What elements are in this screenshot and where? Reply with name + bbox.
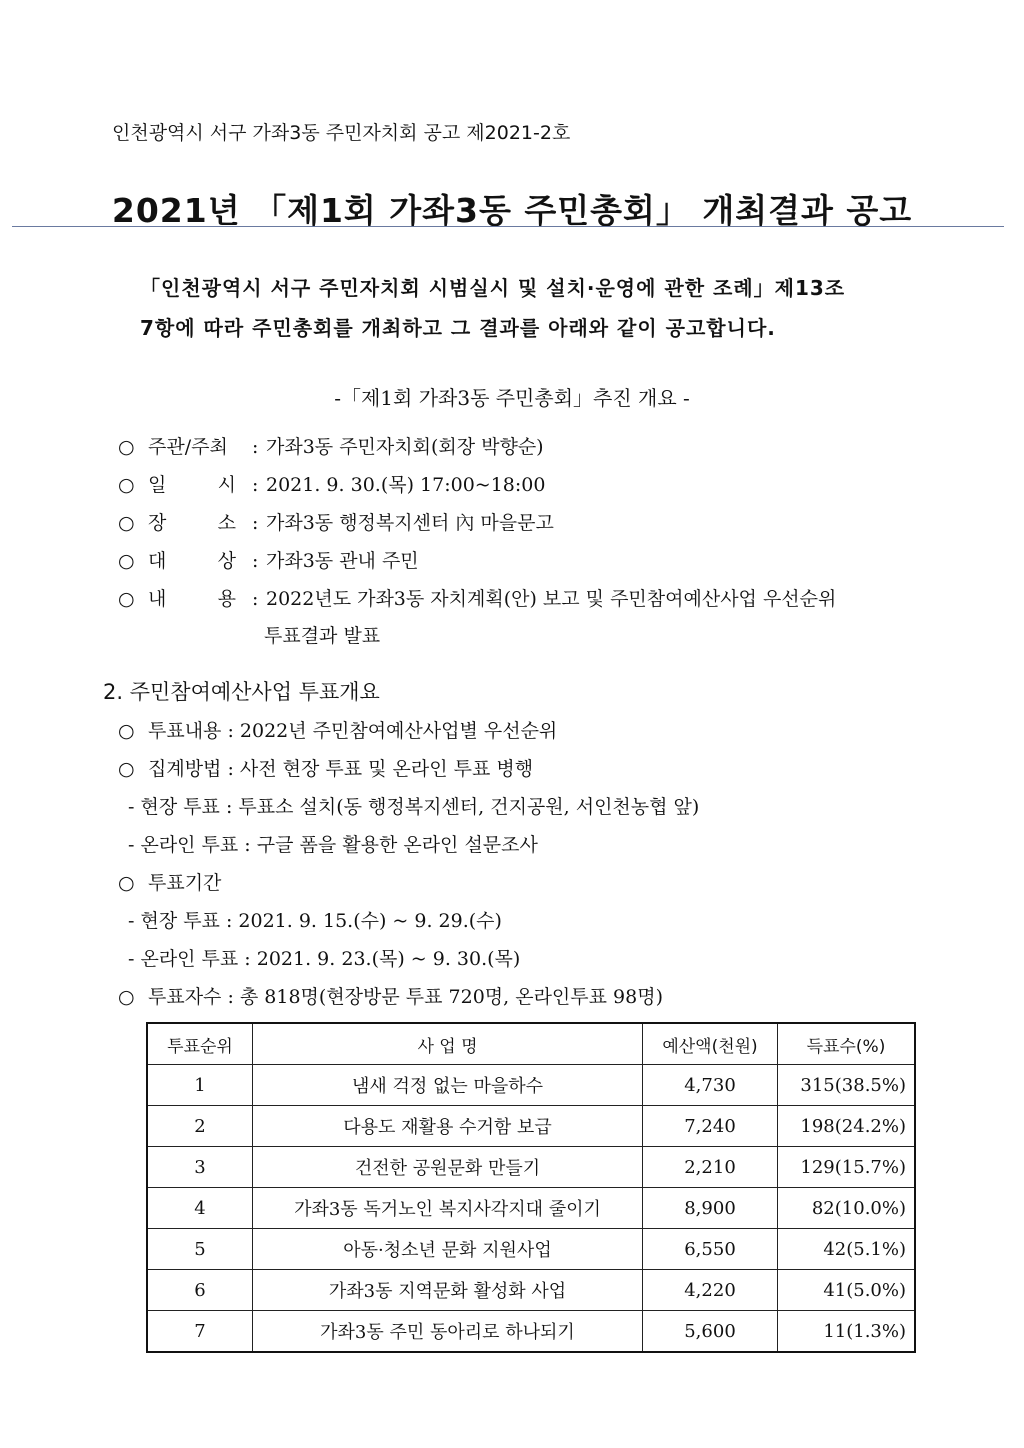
row-rank: 2 [147,1106,253,1147]
overview-datetime [118,470,545,497]
row-votes: 42(5.1%) [778,1229,916,1270]
venue-value: 가좌3동 행정복지센터 內 마을문고 [266,512,554,534]
row-rank: 4 [147,1188,253,1229]
onsite-method: - 현장 투표 : 투표소 설치(동 행정복지센터, 건지공원, 서인천농협 앞) [128,796,700,818]
row-budget: 4,220 [643,1270,778,1311]
table-row [147,1147,915,1188]
circle-bullet-icon: ○ [118,872,135,894]
table-row [147,1229,915,1270]
organizer-label: 주관/주최 [148,436,228,458]
header-rank: 투표순위 [147,1023,253,1065]
row-project-name: 다용도 재활용 수거함 보급 [253,1106,643,1147]
row-rank: 1 [147,1065,253,1106]
overview-organizer [118,432,544,459]
row-budget: 6,550 [643,1229,778,1270]
datetime-value: 2021. 9. 30.(목) 17:00~18:00 [266,474,546,496]
header-votes: 득표수(%) [778,1023,916,1065]
circle-bullet-icon: ○ [118,436,135,458]
notice-number: 인천광역시 서구 가좌3동 주민자치회 공고 제2021-2호 [112,122,571,144]
online-method: - 온라인 투표 : 구글 폼을 활용한 온라인 설문조사 [128,834,538,856]
circle-bullet-icon: ○ [118,720,135,742]
vote-results-table [146,1022,916,1353]
row-budget: 5,600 [643,1311,778,1353]
overview-venue [118,508,554,535]
content-label: 내 용 [148,588,236,610]
period-label: 투표기간 [148,872,222,894]
intro-line-2: 7항에 따라 주민총회를 개최하고 그 결과를 아래와 같이 공고합니다. [140,316,776,340]
vote-content-item [118,716,557,743]
circle-bullet-icon: ○ [118,474,135,496]
overview-title: -「제1회 가좌3동 주민총회」추진 개요 - [334,386,690,410]
row-rank: 3 [147,1147,253,1188]
circle-bullet-icon: ○ [118,512,135,534]
row-project-name: 가좌3동 주민 동아리로 하나되기 [253,1311,643,1353]
table-header-row [147,1023,915,1065]
circle-bullet-icon: ○ [118,588,135,610]
datetime-label: 일 시 [148,474,236,496]
row-votes: 82(10.0%) [778,1188,916,1229]
row-project-name: 아동·청소년 문화 지원사업 [253,1229,643,1270]
circle-bullet-icon: ○ [118,986,135,1008]
row-project-name: 냄새 걱정 없는 마을하수 [253,1065,643,1106]
target-label: 대 상 [148,550,236,572]
header-project-name: 사 업 명 [253,1023,643,1065]
table-row [147,1270,915,1311]
row-votes: 315(38.5%) [778,1065,916,1106]
venue-label: 장 소 [148,512,236,534]
colon: : [252,588,259,610]
row-votes: 11(1.3%) [778,1311,916,1353]
target-value: 가좌3동 관내 주민 [266,550,419,572]
table-row [147,1065,915,1106]
method: 집계방법 : 사전 현장 투표 및 온라인 투표 병행 [148,758,534,780]
voters-item [118,982,663,1009]
row-budget: 4,730 [643,1065,778,1106]
row-votes: 41(5.0%) [778,1270,916,1311]
intro-line-1: 「인천광역시 서구 주민자치회 시범실시 및 설치·운영에 관한 조례」제13조 [140,276,846,300]
row-rank: 7 [147,1311,253,1353]
colon: : [252,474,259,496]
overview-target [118,546,419,573]
row-budget: 8,900 [643,1188,778,1229]
online-period: - 온라인 투표 : 2021. 9. 23.(목) ~ 9. 30.(목) [128,948,521,970]
row-votes: 198(24.2%) [778,1106,916,1147]
row-budget: 2,210 [643,1147,778,1188]
onsite-period: - 현장 투표 : 2021. 9. 15.(수) ~ 9. 29.(수) [128,910,502,932]
row-project-name: 가좌3동 지역문화 활성화 사업 [253,1270,643,1311]
table-row [147,1311,915,1353]
table-row [147,1106,915,1147]
title-divider [12,226,1004,227]
row-rank: 5 [147,1229,253,1270]
period-item [118,868,221,895]
header-budget: 예산액(천원) [643,1023,778,1065]
table-row [147,1188,915,1229]
overview-content [118,584,836,611]
row-project-name: 가좌3동 독거노인 복지사각지대 줄이기 [253,1188,643,1229]
vote-content: 투표내용 : 2022년 주민참여예산사업별 우선순위 [148,720,558,742]
content-value-line-2: 투표결과 발표 [264,625,381,647]
colon: : [252,512,259,534]
row-budget: 7,240 [643,1106,778,1147]
method-item [118,754,533,781]
content-value-line-1: 2022년도 가좌3동 자치계획(안) 보고 및 주민참여예산사업 우선순위 [266,588,837,610]
section-2-title: 2. 주민참여예산사업 투표개요 [103,680,380,704]
colon: : [252,436,259,458]
organizer-value: 가좌3동 주민자치회(회장 박향순) [266,436,544,458]
row-project-name: 건전한 공원문화 만들기 [253,1147,643,1188]
page-title: 2021년 「제1회 가좌3동 주민총회」 개최결과 공고 [111,191,913,230]
row-rank: 6 [147,1270,253,1311]
circle-bullet-icon: ○ [118,550,135,572]
voters: 투표자수 : 총 818명(현장방문 투표 720명, 온라인투표 98명) [148,986,663,1008]
colon: : [252,550,259,572]
row-votes: 129(15.7%) [778,1147,916,1188]
circle-bullet-icon: ○ [118,758,135,780]
